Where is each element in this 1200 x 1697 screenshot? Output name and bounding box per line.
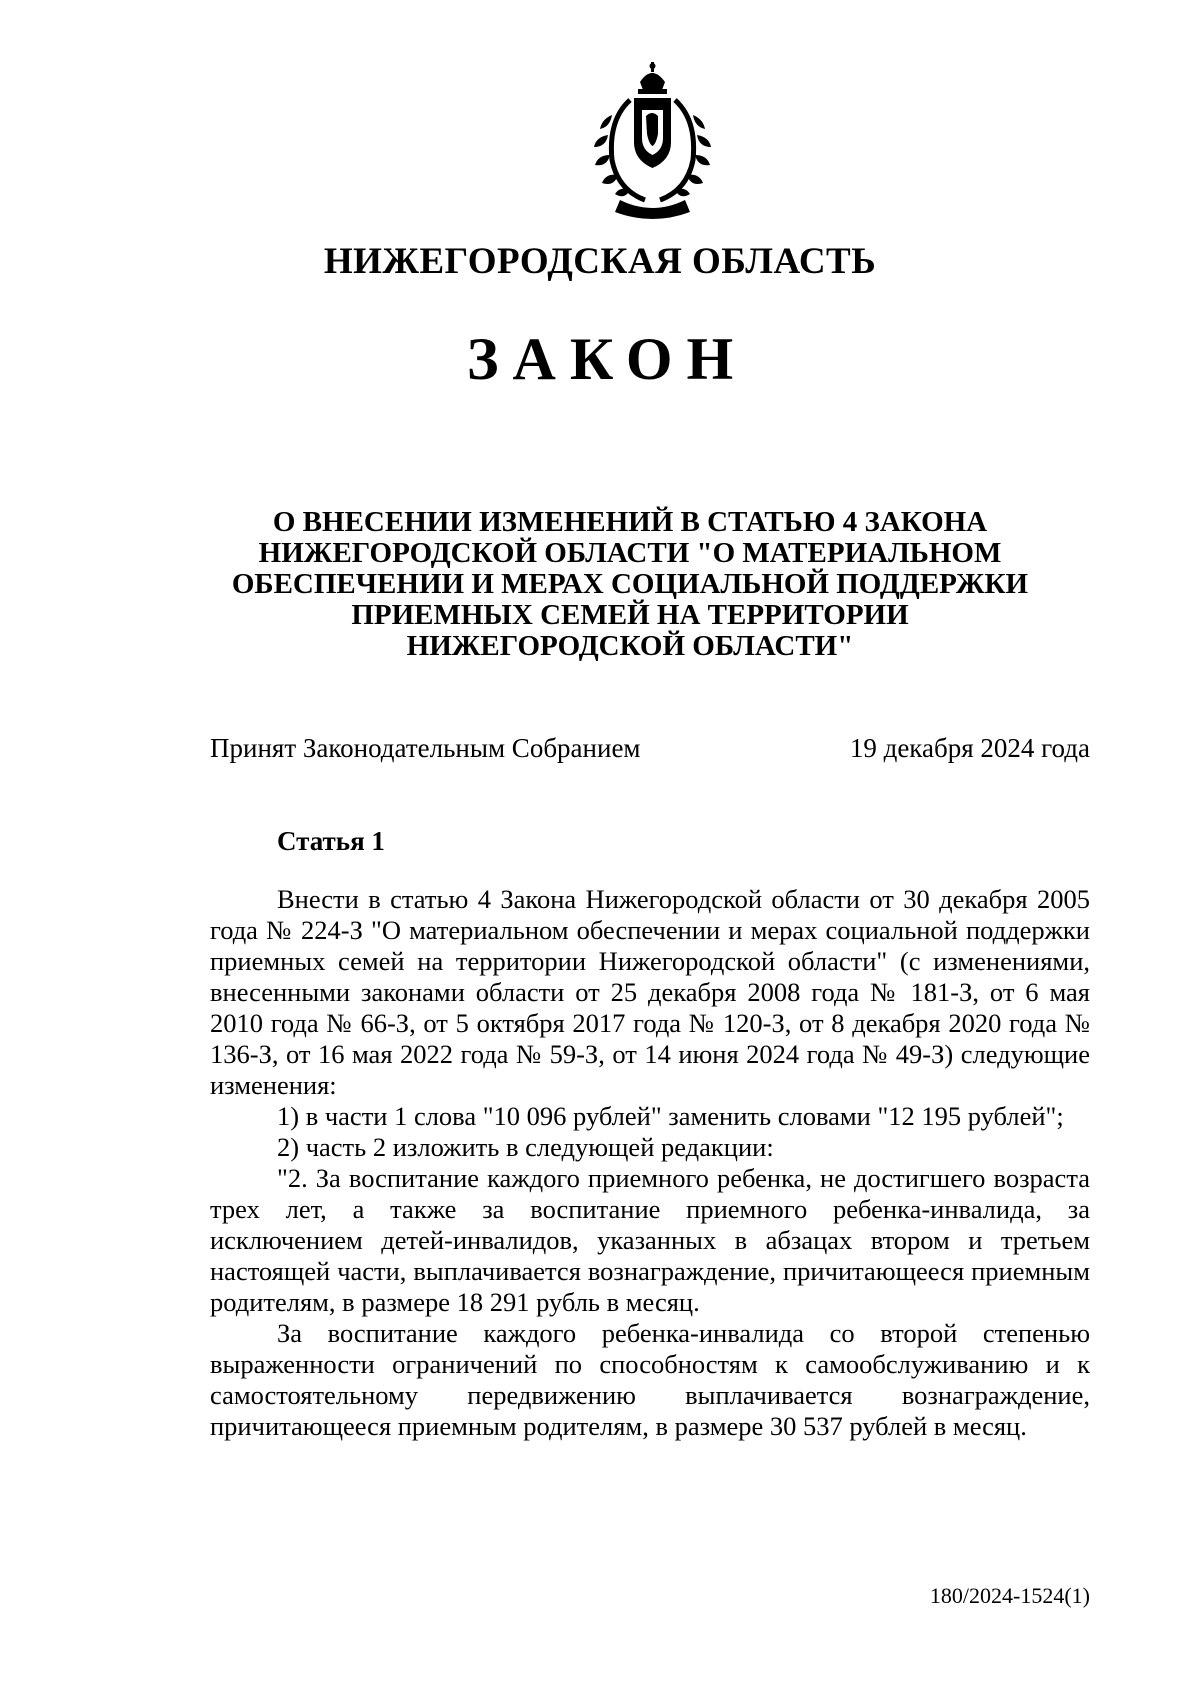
adoption-date: 19 декабря 2024 года bbox=[849, 733, 1090, 763]
article-heading: Статья 1 bbox=[277, 826, 385, 856]
region-name: НИЖЕГОРОДСКАЯ ОБЛАСТЬ bbox=[323, 241, 877, 282]
coat-of-arms-icon bbox=[590, 60, 715, 220]
document-title: О ВНЕСЕНИИ ИЗМЕНЕНИЙ В СТАТЬЮ 4 ЗАКОНА НИЖЕГОРОДСКОЙ ОБЛАСТИ "О МАТЕРИАЛЬНОМ ОБЕСПЕЧЕНИИ И МЕРАХ СОЦИАЛЬНОЙ ПОДДЕРЖКИ ПРИЕМНЫХ СЕМЕЙ НА ТЕРРИТОРИИ НИЖЕГОРОДСКОЙ ОБЛАСТИ" bbox=[231, 506, 1029, 662]
article-paragraph: "2. За воспитание каждого приемного ребенка, не достигшего возраста трех лет, а также за воспитание приемного ребенка-инвалида, за исключением детей-инвалидов, указанных в абзацах втором и третьем настоящей части, выплачивается вознаграждение, причитающееся приемным родителям, в размере 18 291 рубль в месяц. bbox=[210, 1163, 1090, 1317]
document-number: 180/2024-1524(1) bbox=[929, 1583, 1090, 1608]
article-paragraph: Внести в статью 4 Закона Нижегородской области от 30 декабря 2005 года № 224-З "О материальном обеспечении и мерах социальной поддержки приемных семей на территории Нижегородской области" (с изменениями, внесенными законами области от 25 декабря 2008 года № 181-З, от 6 мая 2010 года № 66-З, от 5 октября 2017 года № 120-З, от 8 декабря 2020 года № 136-З, от 16 мая 2022 года № 59-З, от 14 июня 2024 года № 49-З) следующие изменения: bbox=[210, 884, 1090, 1100]
article-paragraph: 1) в части 1 слова "10 096 рублей" заменить словами "12 195 рублей"; bbox=[277, 1101, 1064, 1131]
article-body bbox=[210, 884, 1090, 1442]
adoption-label: Принят Законодательным Собранием bbox=[210, 733, 641, 763]
article-paragraph: 2) часть 2 изложить в следующей редакции: bbox=[277, 1132, 774, 1162]
article-paragraph: За воспитание каждого ребенка-инвалида со второй степенью выраженности ограничений по способностям к самообслуживанию и к самостоятельному передвижению выплачивается вознаграждение, причитающееся приемным родителям, в размере 30 537 рублей в месяц. bbox=[210, 1318, 1090, 1441]
document-type: ЗАКОН bbox=[466, 326, 748, 392]
